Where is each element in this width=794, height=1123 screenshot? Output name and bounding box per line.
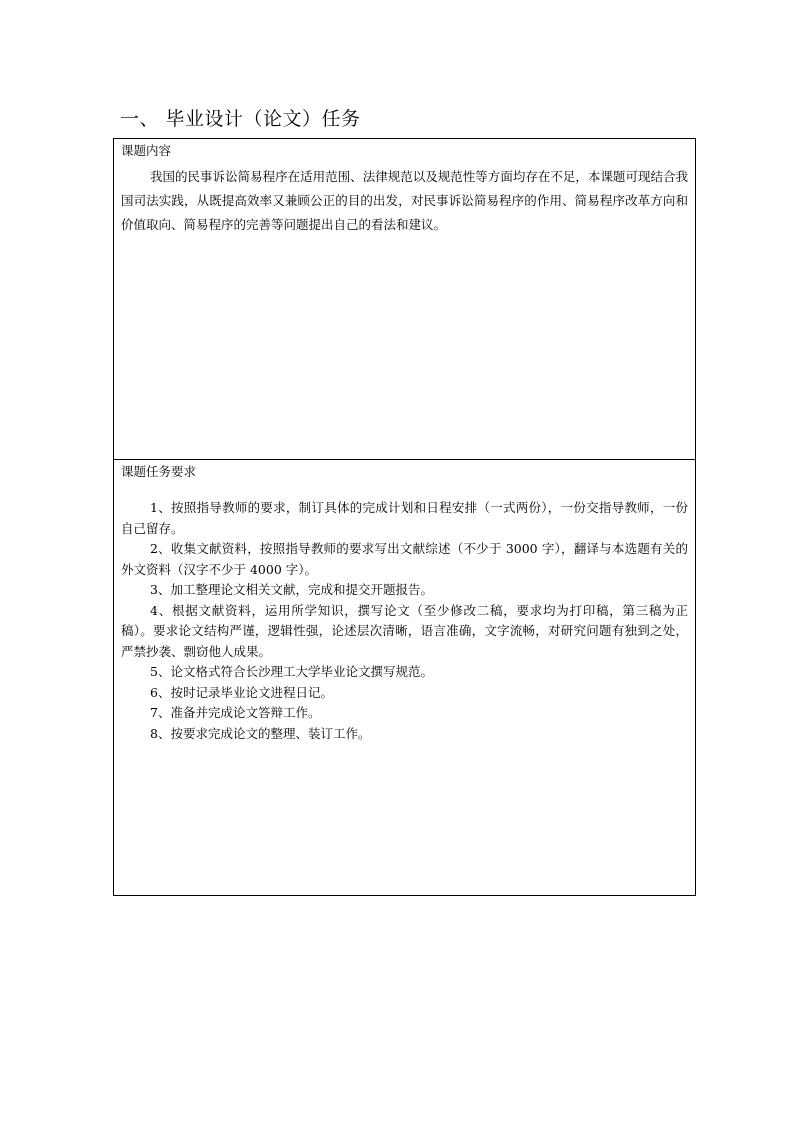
page-title: 一、 毕业设计（论文）任务 (120, 108, 361, 130)
requirement-item-7: 7、准备并完成论文答辩工作。 (150, 705, 321, 720)
requirement-item-8: 8、按要求完成论文的整理、装订工作。 (150, 725, 371, 741)
topic-content-section (114, 139, 695, 460)
topic-content-heading: 课题内容 (121, 143, 172, 158)
task-requirements-heading: 课题任务要求 (121, 464, 197, 479)
requirement-item-5: 5、论文格式符合长沙理工大学毕业论文撰写规范。 (150, 664, 433, 679)
topic-content-paragraph: 我国的民事诉讼简易程序在适用范围、法律规范以及规范性等方面均存在不足，本课题可现结合我国司法实践，从既提高效率又兼顾公正的目的出发，对民事诉讼简易程序的作用、简易程序改革方向和价值取向、简易程序的完善等问题提出自己的看法和建议。 (121, 169, 688, 232)
requirement-item-3: 3、加工整理论文相关文献，完成和提交开题报告。 (150, 582, 433, 597)
task-requirements-section (114, 460, 695, 895)
task-form-table (113, 138, 696, 896)
requirement-item-6: 6、按时记录毕业论文进程日记。 (150, 684, 333, 700)
requirement-item-4: 4、根据文献资料，运用所学知识，撰写论文（至少修改二稿，要求均为打印稿，第三稿为正稿）。要求论文结构严谨，逻辑性强，论述层次清晰，语言准确，文字流畅，对研究问题有独到之处，严禁抄袭、剽窃他人成果。 (121, 602, 688, 659)
requirement-item-2: 2、收集文献资料，按照指导教师的要求写出文献综述（不少于 3000 字），翻译与本选题有关的外文资料（汉字不少于 4000 字）。 (121, 541, 688, 577)
requirement-item-1: 1、按照指导教师的要求，制订具体的完成计划和日程安排（一式两份），一份交指导教师，一份自己留存。 (121, 500, 688, 536)
requirements-list (121, 498, 688, 744)
